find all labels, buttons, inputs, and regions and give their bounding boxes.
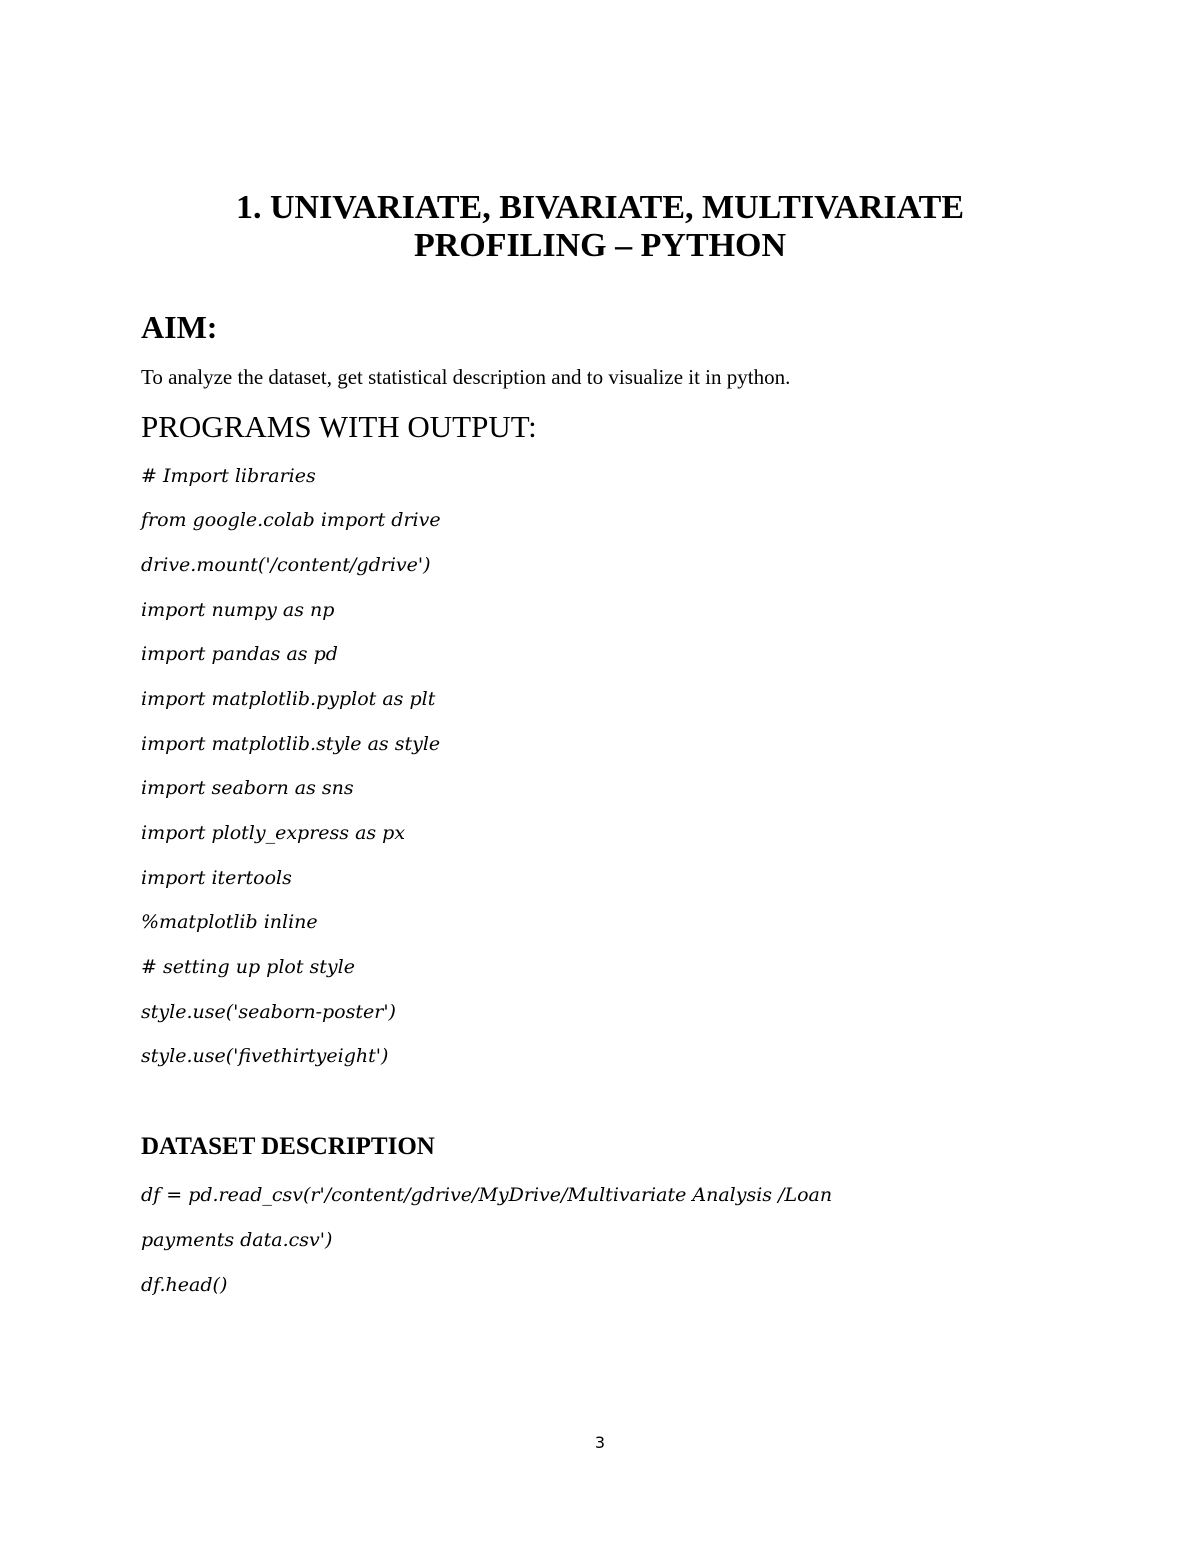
dataset-heading: DATASET DESCRIPTION (141, 1133, 435, 1160)
code-line: style.use('seaborn-poster') (141, 1001, 396, 1023)
page-title-line-1: 1. UNIVARIATE, BIVARIATE, MULTIVARIATE (235, 189, 965, 226)
code-line: df.head() (141, 1274, 228, 1296)
code-line: import matplotlib.pyplot as plt (141, 688, 436, 710)
code-line: import plotly_express as px (141, 822, 406, 844)
code-line: df = pd.read_csv(r'/content/gdrive/MyDrive/Multivariate Analysis /Loan (141, 1184, 833, 1206)
code-line: drive.mount('/content/gdrive') (141, 554, 431, 576)
code-line: %matplotlib inline (141, 911, 318, 933)
code-line: payments data.csv') (141, 1229, 333, 1251)
programs-heading: PROGRAMS WITH OUTPUT: (141, 409, 537, 444)
page-title-line-2: PROFILING – PYTHON (413, 227, 787, 264)
aim-heading: AIM: (141, 309, 218, 345)
code-line: from google.colab import drive (141, 509, 441, 531)
code-line: import itertools (141, 867, 292, 889)
aim-text: To analyze the dataset, get statistical description and to visualize it in python. (141, 365, 791, 389)
code-line: import matplotlib.style as style (141, 733, 441, 755)
code-line: # setting up plot style (141, 956, 355, 978)
code-line: import pandas as pd (141, 643, 338, 665)
code-line: import seaborn as sns (141, 777, 354, 799)
code-line: # Import libraries (141, 465, 316, 487)
code-line: import numpy as np (141, 599, 335, 621)
code-line: style.use('fivethirtyeight') (141, 1045, 389, 1067)
page-number: 3 (594, 1433, 606, 1452)
